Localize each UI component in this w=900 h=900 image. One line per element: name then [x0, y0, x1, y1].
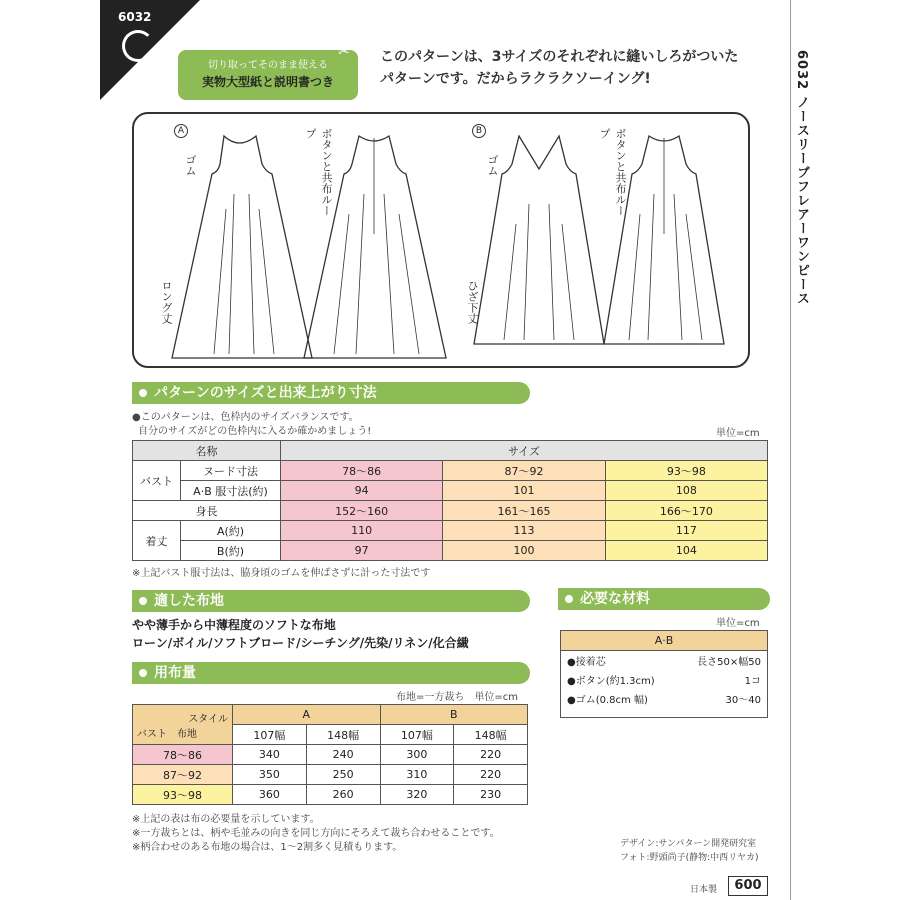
cell: 94 — [281, 481, 443, 501]
width-107: 107幅 — [233, 725, 307, 745]
photo-credit: フォト:野頭尚子(静物:中西リヤカ) — [620, 853, 759, 863]
materials-header: A·B — [561, 631, 767, 651]
cell: 250 — [306, 765, 380, 785]
yardage-bust: 78〜86 — [133, 745, 233, 765]
row-a: A(約) — [181, 521, 281, 541]
width-148: 148幅 — [306, 725, 380, 745]
material-item: ●ボタン(約1.3cm) 1コ — [567, 676, 761, 687]
size-note-2: 自分のサイズがどの色枠内に入るか確かめましょう! — [138, 426, 372, 437]
material-item: ●接着芯 長さ50×幅50 — [567, 657, 761, 668]
intro-text — [380, 46, 738, 90]
size-note-1: ●このパターンは、色枠内のサイズバランスです。 — [132, 412, 359, 423]
materials-box — [560, 630, 768, 718]
yardage-a-header: A — [233, 705, 381, 725]
cell: 110 — [281, 521, 443, 541]
cell: 161〜165 — [443, 501, 605, 521]
a-length-label: ロング丈 — [160, 280, 173, 324]
yardage-bust: 93〜98 — [133, 785, 233, 805]
b-length-label: ひざ下丈 — [466, 280, 479, 324]
b-button-label: ボタンと共布ループ — [598, 128, 627, 216]
a-button-label: ボタンと共布ループ — [304, 128, 333, 216]
cell: 340 — [233, 745, 307, 765]
price-box: 600 — [728, 876, 768, 896]
cell: 100 — [443, 541, 605, 561]
row-ab-size: A·B 服寸法(約) — [181, 481, 281, 501]
cell: 97 — [281, 541, 443, 561]
cell: 240 — [306, 745, 380, 765]
cell: 117 — [605, 521, 767, 541]
row-b: B(約) — [181, 541, 281, 561]
cell: 93〜98 — [605, 461, 767, 481]
size-footnote: ※上記バスト服寸法は、脇身頃のゴムを伸ばさずに計った寸法です — [132, 568, 431, 579]
yardage-note-3: ※柄合わせのある布地の場合は、1〜2割多く見積もります。 — [132, 842, 403, 853]
cell: 166〜170 — [605, 501, 767, 521]
dress-drawings — [134, 114, 748, 366]
style-b-mark: B — [472, 124, 486, 138]
cell: 78〜86 — [281, 461, 443, 481]
yardage-b-header: B — [380, 705, 528, 725]
yardage-unit: 布地=一方裁ち 単位=cm — [396, 692, 518, 703]
cell: 101 — [443, 481, 605, 501]
b-gomu-label: ゴム — [486, 154, 499, 176]
cell: 360 — [233, 785, 307, 805]
col-size: サイズ — [281, 441, 768, 461]
yardage-note-2: ※一方裁ちとは、柄や毛並みの向きを同じ方向にそろえて裁ち合わせることです。 — [132, 828, 500, 839]
tag-line-2: 実物大型紙と説明書つき — [201, 75, 334, 89]
bust-fabric-label: バスト 布地 — [137, 728, 197, 740]
cell: 260 — [306, 785, 380, 805]
row-nude: ヌード寸法 — [181, 461, 281, 481]
cell: 220 — [454, 745, 528, 765]
cell: 220 — [454, 765, 528, 785]
intro-line-2: パターンです。だからラクラクソーイング! — [380, 71, 651, 87]
yardage-corner-cell — [133, 705, 233, 745]
materials-unit: 単位=cm — [716, 618, 760, 629]
fabric-line-1: やや薄手から中薄程度のソフトな布地 — [132, 618, 336, 632]
cell: 350 — [233, 765, 307, 785]
illustration-panel — [132, 112, 750, 368]
brand-logo-icon — [122, 30, 154, 62]
a-gomu-label: ゴム — [184, 154, 197, 176]
row-bust: バスト — [133, 461, 181, 501]
material-item: ●ゴム(0.8cm 幅) 30〜40 — [567, 695, 761, 706]
cell: 152〜160 — [281, 501, 443, 521]
corner-pattern-number: 6032 — [118, 10, 152, 24]
intro-line-1: このパターンは、3サイズのそれぞれに縫いしろがついた — [380, 49, 739, 65]
cell: 310 — [380, 765, 454, 785]
size-section-header: パターンのサイズと出来上がり寸法 — [132, 382, 530, 404]
yardage-bust: 87〜92 — [133, 765, 233, 785]
width-107: 107幅 — [380, 725, 454, 745]
design-credit: デザイン:サンパターン開発研究室 — [620, 839, 757, 849]
fabric-section-header: 適した布地 — [132, 590, 530, 612]
yardage-note-1: ※上記の表は布の必要量を示しています。 — [132, 814, 320, 825]
row-length: 着丈 — [133, 521, 181, 561]
cell: 113 — [443, 521, 605, 541]
scissors-icon: ✂ — [338, 44, 350, 60]
materials-section-header: 必要な材料 — [558, 588, 770, 610]
width-148: 148幅 — [454, 725, 528, 745]
cell: 320 — [380, 785, 454, 805]
cell: 300 — [380, 745, 454, 765]
row-height: 身長 — [133, 501, 281, 521]
yardage-table — [132, 704, 528, 805]
side-title: 6032 ノースリーブフレアーワンピース — [794, 50, 809, 306]
style-label: スタイル — [188, 713, 228, 725]
cell: 108 — [605, 481, 767, 501]
made-in-label: 日本製 — [690, 885, 718, 895]
feature-tag — [178, 50, 358, 100]
fabric-line-2: ローン/ボイル/ソフトブロード/シーチング/先染/リネン/化合繊 — [132, 636, 469, 650]
size-table — [132, 440, 768, 561]
cell: 104 — [605, 541, 767, 561]
size-unit: 単位=cm — [716, 428, 760, 439]
style-a-mark: A — [174, 124, 188, 138]
cell: 87〜92 — [443, 461, 605, 481]
cell: 230 — [454, 785, 528, 805]
tag-line-1: 切り取ってそのまま使える — [208, 60, 328, 71]
col-name: 名称 — [133, 441, 281, 461]
yardage-section-header: 用布量 — [132, 662, 530, 684]
